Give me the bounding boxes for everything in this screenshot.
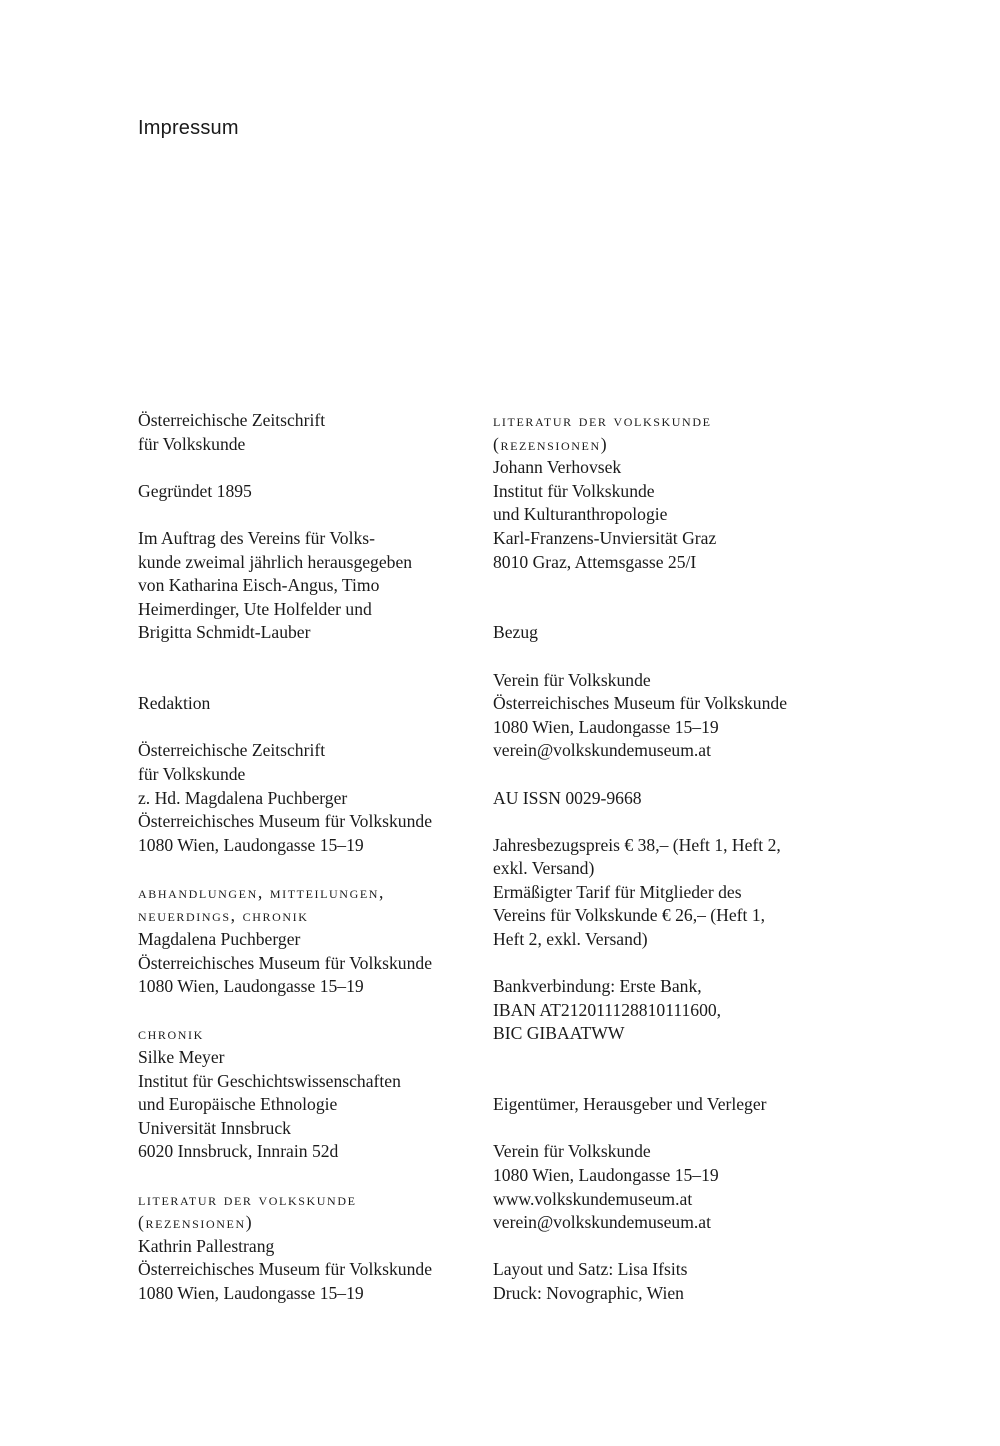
text-line: Österreichisches Museum für Volkskunde bbox=[138, 1259, 432, 1280]
text-line: z. Hd. Magdalena Puchberger bbox=[138, 787, 348, 808]
text-line: Karl-Franzens-Unviersität Graz bbox=[493, 527, 717, 548]
text-line: Österreichisches Museum für Volkskunde bbox=[493, 693, 787, 714]
text-line: Magdalena Puchberger bbox=[138, 929, 301, 950]
bezug-heading: Bezug bbox=[493, 622, 538, 643]
journal-title-line: für Volkskunde bbox=[138, 433, 246, 454]
text-line: Bankverbindung: Erste Bank, bbox=[493, 976, 702, 997]
text-line: Brigitta Schmidt-Lauber bbox=[138, 622, 311, 643]
email-link[interactable]: verein@volkskundemuseum.at bbox=[493, 740, 711, 761]
price-text bbox=[493, 834, 838, 952]
literatur-heading: (rezensionen) bbox=[493, 433, 609, 454]
literatur-graz-contact bbox=[493, 456, 838, 574]
left-column bbox=[138, 409, 478, 1306]
text-line: Heft 2, exkl. Versand) bbox=[493, 929, 648, 950]
text-line: Ermäßigter Tarif für Mitglieder des bbox=[493, 881, 742, 902]
text-line: Institut für Volkskunde bbox=[493, 480, 655, 501]
text-line: Institut für Geschichtswissenschaften bbox=[138, 1070, 401, 1091]
bezug-address bbox=[493, 669, 838, 763]
owner-address bbox=[493, 1140, 838, 1234]
text-line: 1080 Wien, Laudongasse 15–19 bbox=[138, 834, 364, 855]
text-line: Vereins für Volkskunde € 26,– (Heft 1, bbox=[493, 905, 766, 926]
text-line: 1080 Wien, Laudongasse 15–19 bbox=[138, 976, 364, 997]
journal-title bbox=[138, 409, 478, 456]
text-line: und Europäische Ethnologie bbox=[138, 1094, 338, 1115]
literatur-contact bbox=[138, 1235, 478, 1306]
text-line: Johann Verhovsek bbox=[493, 457, 622, 478]
text-line: Silke Meyer bbox=[138, 1047, 225, 1068]
abhandlungen-heading: abhandlungen, mitteilungen, bbox=[138, 881, 386, 902]
credits bbox=[493, 1258, 838, 1305]
text-line: IBAN AT212011128810111600, bbox=[493, 999, 722, 1020]
text-line: Im Auftrag des Vereins für Volks- bbox=[138, 527, 375, 548]
text-line: Österreichisches Museum für Volkskunde bbox=[138, 811, 432, 832]
text-line: Österreichisches Museum für Volkskunde bbox=[138, 952, 432, 973]
text-line: 1080 Wien, Laudongasse 15–19 bbox=[493, 1165, 719, 1185]
text-line: Layout und Satz: Lisa Ifsits bbox=[493, 1259, 688, 1280]
text-line: 8010 Graz, Attemsgasse 25/I bbox=[493, 551, 697, 572]
issn-text: AU ISSN 0029-9668 bbox=[493, 787, 642, 808]
text-line: 6020 Innsbruck, Innrain 52d bbox=[138, 1141, 339, 1162]
text-line: und Kulturanthropologie bbox=[493, 504, 668, 525]
page-heading: Impressum bbox=[138, 117, 239, 139]
text-line: Verein für Volkskunde bbox=[493, 669, 651, 690]
redaktion-address bbox=[138, 739, 478, 857]
abhandlungen-contact bbox=[138, 928, 478, 999]
text-line: Heimerdinger, Ute Holfelder und bbox=[138, 598, 372, 619]
owner-heading: Eigentümer, Herausgeber und Verleger bbox=[493, 1094, 767, 1115]
text-line: 1080 Wien, Laudongasse 15–19 bbox=[493, 716, 719, 737]
abhandlungen-heading: neuerdings, chronik bbox=[138, 905, 309, 926]
text-line: exkl. Versand) bbox=[493, 858, 595, 879]
chronik-heading: chronik bbox=[138, 1023, 204, 1044]
text-line: BIC GIBAATWW bbox=[493, 1023, 625, 1044]
journal-title-line: Österreichische Zeitschrift bbox=[138, 410, 326, 430]
email-link[interactable]: verein@volkskundemuseum.at bbox=[493, 1212, 711, 1233]
literatur-heading: (rezensionen) bbox=[138, 1212, 254, 1233]
text-line: Jahresbezugspreis € 38,– (Heft 1, Heft 2, bbox=[493, 834, 781, 855]
chronik-contact bbox=[138, 1046, 478, 1164]
website-link[interactable]: www.volkskundemuseum.at bbox=[493, 1188, 693, 1209]
text-line: Druck: Novographic, Wien bbox=[493, 1282, 684, 1303]
right-column bbox=[493, 409, 838, 1306]
text-line: von Katharina Eisch-Angus, Timo bbox=[138, 575, 380, 596]
bank-details bbox=[493, 975, 838, 1046]
commission-text bbox=[138, 527, 478, 645]
literatur-heading: literatur der volkskunde bbox=[138, 1188, 357, 1209]
founded-text: Gegründet 1895 bbox=[138, 480, 252, 501]
text-line: Universität Innsbruck bbox=[138, 1117, 291, 1138]
literatur-heading: literatur der volkskunde bbox=[493, 410, 712, 430]
text-line: Kathrin Pallestrang bbox=[138, 1235, 275, 1256]
redaktion-heading: Redaktion bbox=[138, 693, 211, 714]
text-line: Österreichische Zeitschrift bbox=[138, 740, 326, 761]
text-line: kunde zweimal jährlich herausgegeben bbox=[138, 551, 413, 572]
text-line: für Volkskunde bbox=[138, 763, 246, 784]
text-line: Verein für Volkskunde bbox=[493, 1141, 651, 1162]
text-line: 1080 Wien, Laudongasse 15–19 bbox=[138, 1282, 364, 1303]
